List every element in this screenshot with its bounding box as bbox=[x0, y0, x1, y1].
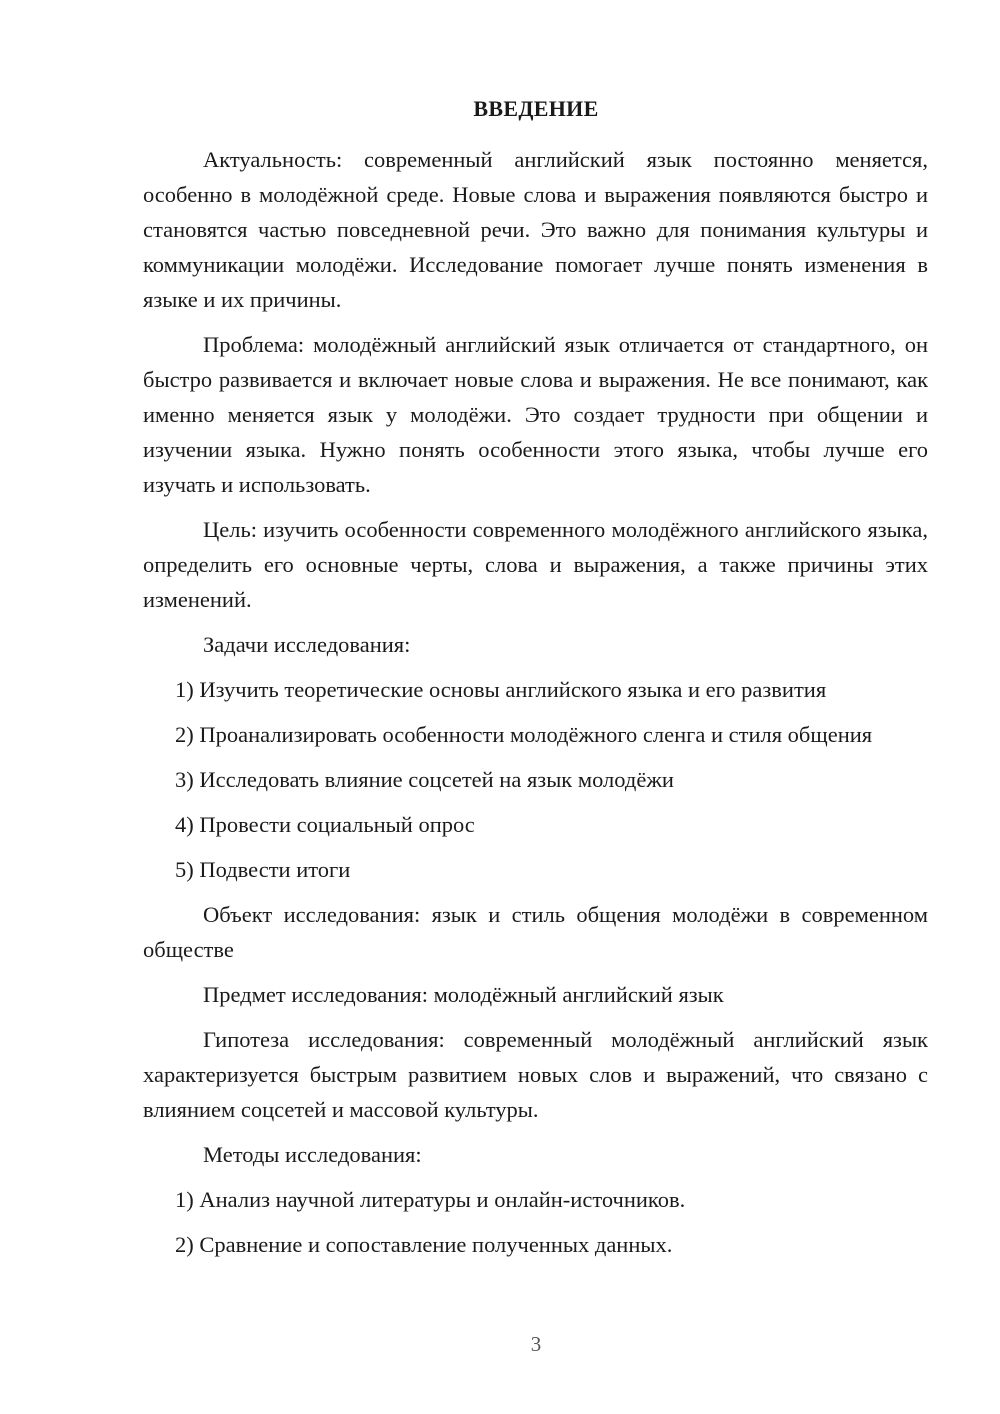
method-item-2: 2) Сравнение и сопоставление полученных данных. bbox=[175, 1232, 673, 1257]
paragraph-object: Объект исследования: язык и стиль общения молодёжи в современном обществе bbox=[143, 902, 928, 962]
page-title: ВВЕДЕНИЕ bbox=[473, 96, 599, 121]
paragraph-goal: Цель: изучить особенности современного молодёжного английского языка, определить его основные черты, слова и выражения, а также причины этих изменений. bbox=[143, 517, 928, 612]
paragraph-relevance: Актуальность: современный английский язык постоянно меняется, особенно в молодёжной среде. Новые слова и выражения появляются быстро и становятся частью повседневной речи. Это важно для понимания культуры и коммуникации молодёжи. Исследование помогает лучше понять изменения в языке и их причины. bbox=[143, 147, 928, 312]
task-item-1: 1) Изучить теоретические основы английского языка и его развития bbox=[175, 677, 827, 702]
paragraph-problem: Проблема: молодёжный английский язык отличается от стандартного, он быстро развивается и включает новые слова и выражения. Не все понимают, как именно меняется язык у молодёжи. Это создает трудности при общении и изучении языка. Нужно понять особенности этого языка, чтобы лучше его изучать и использовать. bbox=[143, 332, 928, 497]
task-item-5: 5) Подвести итоги bbox=[175, 857, 351, 882]
tasks-title: Задачи исследования: bbox=[203, 632, 411, 657]
task-item-3: 3) Исследовать влияние соцсетей на язык молодёжи bbox=[175, 767, 674, 792]
methods-title: Методы исследования: bbox=[203, 1142, 422, 1167]
task-item-2: 2) Проанализировать особенности молодёжного сленга и стиля общения bbox=[175, 722, 873, 747]
task-item-4: 4) Провести социальный опрос bbox=[175, 812, 475, 837]
method-item-1: 1) Анализ научной литературы и онлайн-источников. bbox=[175, 1187, 686, 1212]
page-number: 3 bbox=[530, 1332, 542, 1356]
document-body bbox=[143, 142, 928, 1272]
paragraph-subject: Предмет исследования: молодёжный английский язык bbox=[203, 982, 724, 1007]
paragraph-hypothesis: Гипотеза исследования: современный молодёжный английский язык характеризуется быстрым развитием новых слов и выражений, что связано с влиянием соцсетей и массовой культуры. bbox=[143, 1027, 928, 1122]
